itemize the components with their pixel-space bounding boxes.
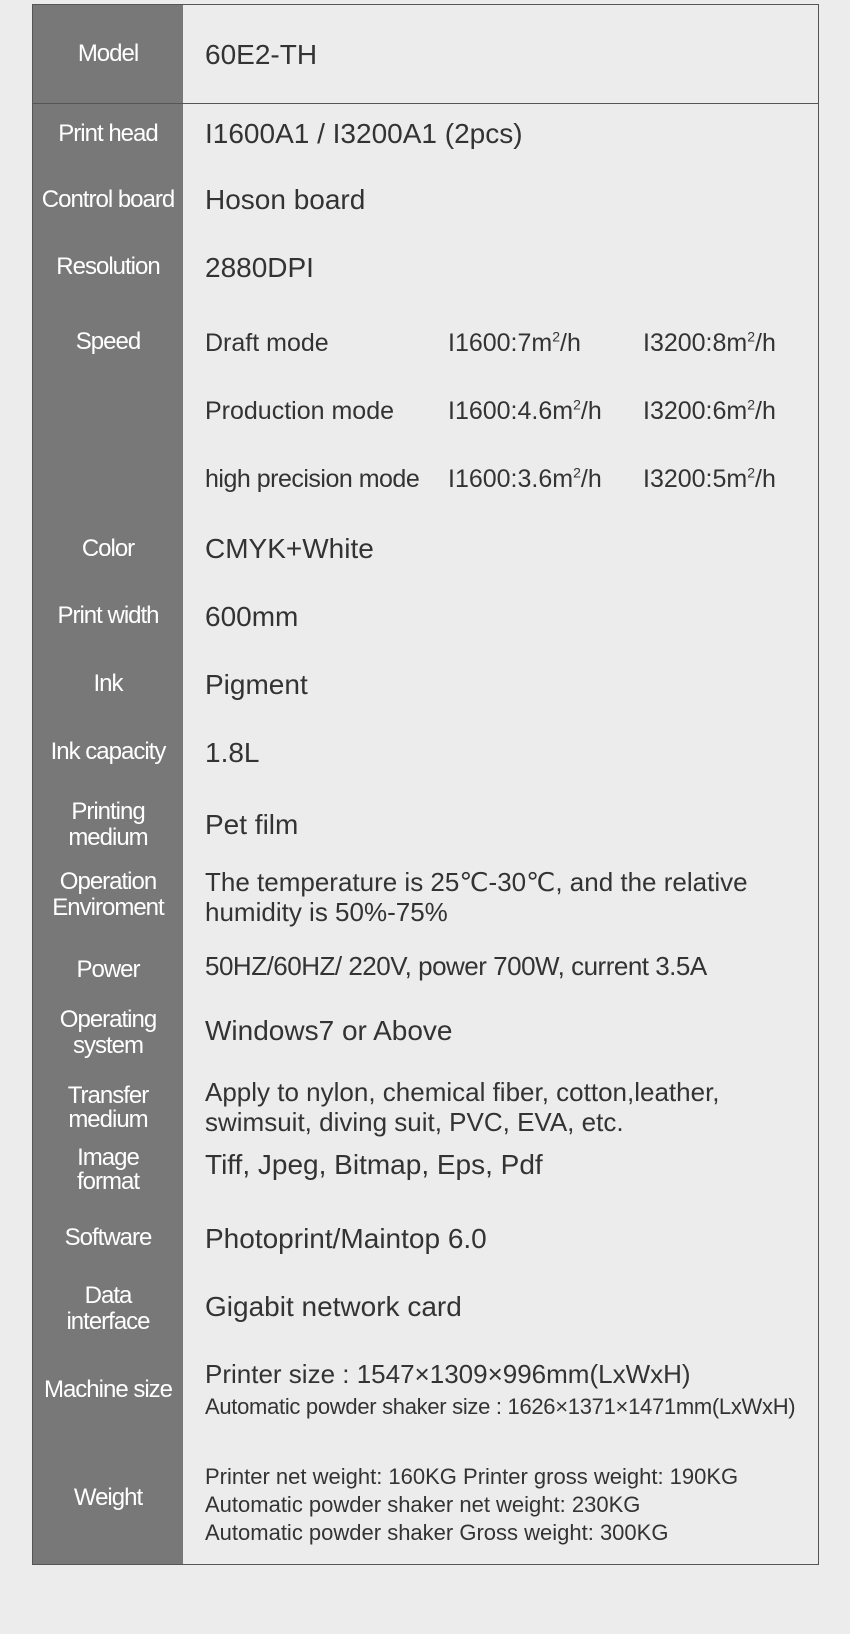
value-operating-system: Windows7 or Above: [205, 1015, 453, 1046]
value-weight-1: Printer net weight: 160KG Printer gross weight: 190KG: [205, 1464, 739, 1489]
label-image-format-1: Image: [77, 1144, 139, 1171]
label-data-interface-2: interface: [66, 1308, 150, 1335]
value-color: CMYK+White: [205, 533, 374, 564]
label-machine-size: Machine size: [43, 1376, 173, 1403]
label-print-width: Print width: [57, 602, 159, 629]
label-print-head: Print head: [58, 120, 158, 147]
label-weight: Weight: [73, 1484, 143, 1511]
speed-mode-production: Production mode: [205, 397, 395, 425]
value-data-interface: Gigabit network card: [205, 1291, 462, 1322]
value-transfer-medium-2: swimsuit, diving suit, PVC, EVA, etc.: [205, 1107, 624, 1137]
label-printing-medium-1: Printing: [71, 798, 145, 825]
spec-table: [32, 4, 819, 1565]
label-data-interface-1: Data: [84, 1282, 132, 1309]
speed-i3200-production: $I3200:6m^2/h$: [643, 396, 776, 425]
header-divider: [33, 103, 818, 104]
value-operation-environment-2: humidity is 50%-75%: [205, 897, 448, 927]
value-control-board: Hoson board: [205, 184, 366, 215]
value-operation-environment-1: The temperature is 25℃-30℃, and the relative: [205, 867, 748, 897]
speed-mode-draft: Draft mode: [205, 329, 329, 357]
label-ink: Ink: [93, 670, 123, 697]
value-weight-2: Automatic powder shaker net weight: 230KG: [205, 1492, 641, 1517]
label-operation-environment-2: Enviroment: [52, 894, 164, 921]
value-model: 60E2-TH: [205, 39, 318, 70]
value-power: 50HZ/60HZ/ 220V, power 700W, current 3.5A: [205, 951, 707, 981]
label-transfer-medium-1: Transfer: [67, 1082, 149, 1109]
label-software: Software: [64, 1224, 152, 1251]
label-speed: Speed: [75, 328, 141, 355]
speed-i1600-production: $I1600:4.6m^2/h$: [448, 396, 602, 425]
value-machine-size-1: Printer size : 1547×1309×996mm(LxWxH): [205, 1359, 691, 1389]
label-resolution: Resolution: [56, 253, 160, 280]
label-power: Power: [76, 956, 140, 983]
value-printing-medium: Pet film: [205, 809, 299, 840]
row-model: [33, 5, 818, 103]
label-image-format-2: format: [76, 1168, 139, 1195]
speed-mode-high-precision: high precision mode: [205, 465, 420, 493]
speed-i3200-high-precision: $I3200:5m^2/h$: [643, 464, 776, 493]
value-machine-size-2: Automatic powder shaker size : 1626×1371×1471mm(LxWxH): [205, 1394, 796, 1419]
label-control-board: Control board: [41, 186, 175, 213]
value-image-format: Tiff, Jpeg, Bitmap, Eps, Pdf: [205, 1149, 543, 1180]
label-printing-medium-2: medium: [68, 824, 148, 851]
label-operation-environment-1: Operation: [59, 868, 157, 895]
label-model: Model: [77, 40, 139, 67]
value-ink-capacity: 1.8L: [205, 737, 260, 768]
value-weight-3: Automatic powder shaker Gross weight: 300KG: [205, 1520, 669, 1545]
value-print-head: I1600A1 / I3200A1 (2pcs): [205, 118, 523, 149]
label-operating-system-1: Operating: [59, 1006, 157, 1033]
value-resolution: 2880DPI: [205, 252, 314, 283]
label-transfer-medium-2: medium: [68, 1106, 148, 1133]
speed-i1600-high-precision: $I1600:3.6m^2/h$: [448, 464, 602, 493]
value-transfer-medium-1: Apply to nylon, chemical fiber, cotton,leather,: [205, 1077, 720, 1107]
value-ink: Pigment: [205, 669, 308, 700]
value-software: Photoprint/Maintop 6.0: [205, 1223, 487, 1254]
speed-i1600-draft: $I1600:7m^2/h$: [448, 328, 581, 357]
speed-i3200-draft: $I3200:8m^2/h$: [643, 328, 776, 357]
label-ink-capacity: Ink capacity: [50, 738, 166, 765]
label-operating-system-2: system: [72, 1032, 143, 1059]
label-color: Color: [81, 535, 135, 562]
value-print-width: 600mm: [205, 601, 299, 632]
